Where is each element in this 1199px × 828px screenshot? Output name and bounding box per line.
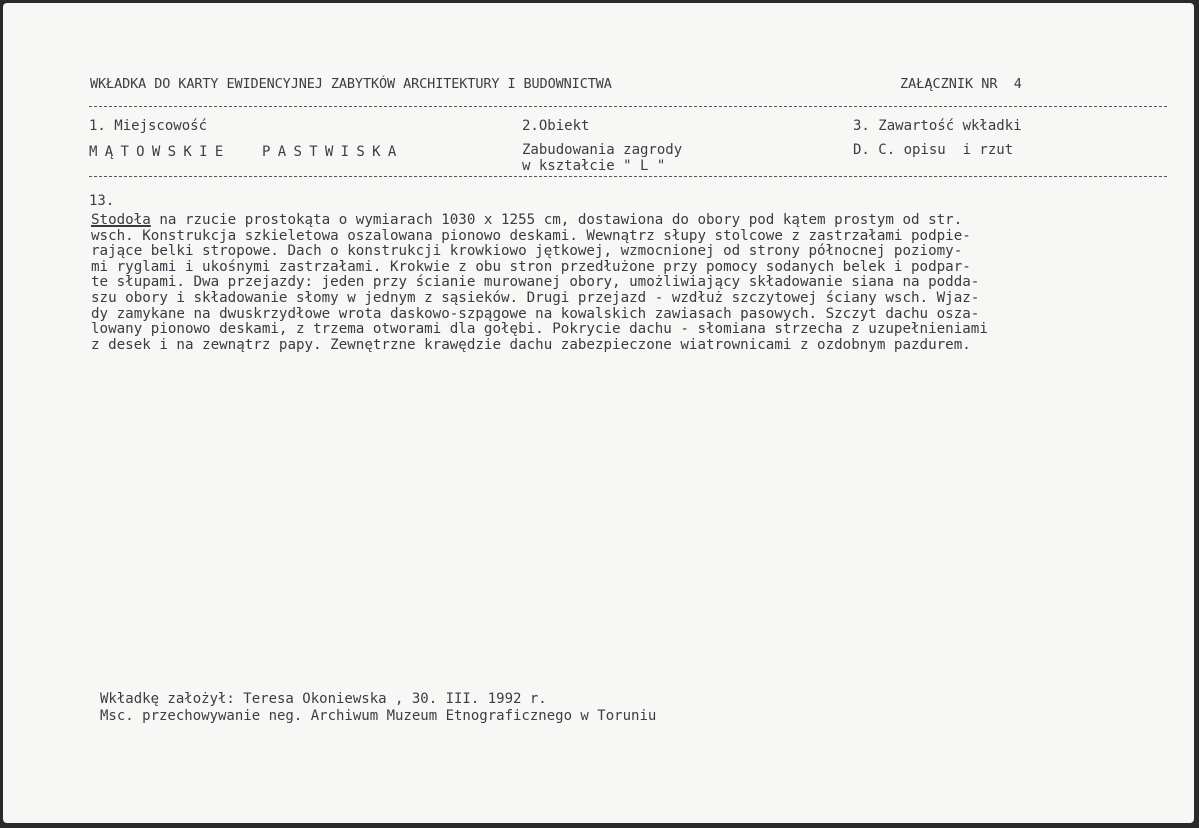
description-line: mi ryglami i ukośnymi zastrzałami. Krokwie z obu stron przedłużone przy pomocy sodanych belek i podpar-: [91, 258, 971, 275]
description-line: Stodoła na rzucie prostokąta o wymiarach 1030 x 1255 cm, dostawiona do obory pod kątem prostym od str.: [91, 212, 963, 228]
description-line: szu obory i składowanie słomy w jednym z sąsieków. Drugi przejazd - wzdłuż szczytowej ściany wsch. Wjaz-: [91, 289, 980, 306]
description-line: wsch. Konstrukcja szkieletowa oszalowana pionowo deskami. Wewnątrz słupy stolcowe z zastrzałami podpie-: [91, 227, 971, 244]
document-title: WKŁADKA DO KARTY EWIDENCYJNEJ ZABYTKÓW ARCHITEKTURY I BUDOWNICTWA: [90, 76, 612, 92]
fields-rule: [89, 176, 1167, 177]
description-line: z desek i na zewnątrz papy. Zewnętrzne krawędzie dachu zabezpieczone wiatrownicami z ozdobnym pazdurem.: [91, 336, 971, 353]
description-line: rające belki stropowe. Dach o konstrukcji krowkiowo jętkowej, wzmocnionej od strony północnej poziomy-: [91, 243, 963, 260]
header-rule: [89, 106, 1167, 107]
description-line: dy zamykane na dwuskrzydłowe wrota daskowo-szpągowe na kowalskich zawiasach pasowych. Szczyt dachu osza-: [91, 305, 980, 322]
footer-created-by: Wkładkę założył: Teresa Okoniewska , 30. III. 1992 r.: [100, 691, 547, 707]
object-label: 2.Obiekt: [522, 118, 590, 134]
footer-negative-location: Msc. przechowywanie neg. Archiwum Muzeum Etnograficznego w Toruniu: [100, 708, 657, 724]
description-line: lowany pionowo deskami, z trzema otworami dla gołębi. Pokrycie dachu - słomiana strzecha z uzupełnieniami: [91, 321, 988, 338]
locality-label: 1. Miejscowość: [89, 118, 208, 134]
section-number: 13.: [89, 193, 115, 209]
contents-label: 3. Zawartość wkładki: [853, 118, 1022, 134]
locality-value: MĄTOWSKIE PASTWISKA: [89, 144, 404, 160]
contents-value: D. C. opisu i rzut: [853, 142, 1014, 158]
description-text: [91, 213, 1151, 353]
object-value-line-1: Zabudowania zagrody: [522, 142, 683, 158]
document-card: [3, 3, 1194, 823]
underlined-subject: Stodoła: [91, 212, 151, 228]
description-line: te słupami. Dwa przejazdy: jeden przy ścianie murowanej obory, umożliwiający składowanie siana na podda-: [91, 274, 980, 291]
object-value-line-2: w kształcie " L ": [522, 158, 666, 174]
attachment-number: ZAŁĄCZNIK NR 4: [900, 76, 1022, 92]
